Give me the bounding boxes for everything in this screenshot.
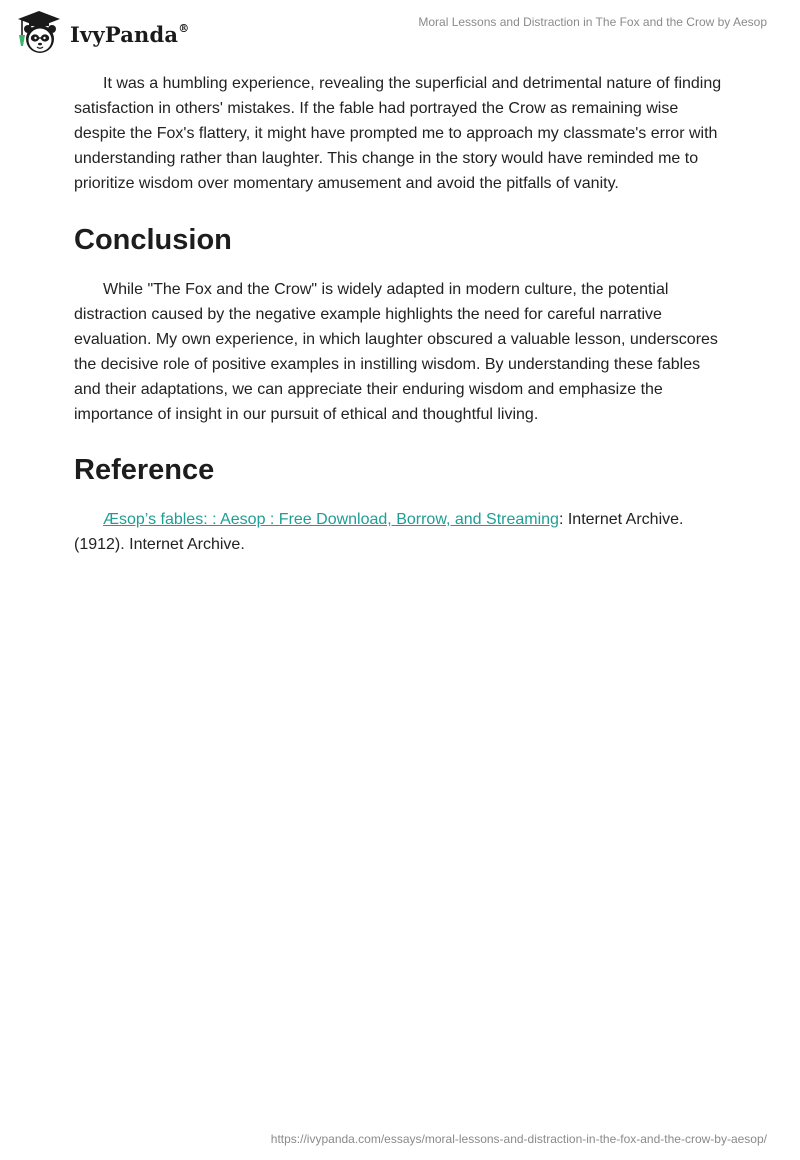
reference-entry [74,507,724,557]
page-url: https://ivypanda.com/essays/moral-lessons-and-distraction-in-the-fox-and-the-crow-by-aesop/ [270,1132,767,1146]
brand-name [70,22,189,47]
panda-graduate-logo-icon [14,8,64,58]
essay-content [74,71,724,557]
ivypanda-logo[interactable] [14,8,189,58]
registered-mark: ® [178,21,190,35]
reference-heading: Reference [74,454,215,486]
page-header [0,0,800,64]
reference-details: : Internet Archive. (1912). Internet Archive. [74,511,684,553]
reference-link[interactable]: Æsop’s fables: : Aesop : Free Download, Borrow, and Streaming [103,511,559,528]
document-title: Moral Lessons and Distraction in The Fox and the Crow by Aesop [418,15,767,29]
conclusion-paragraph: While "The Fox and the Crow" is widely adapted in modern culture, the potential distraction caused by the negative example highlights the need for careful narrative evaluation. My own experience, in which laughter obscured a valuable lesson, underscores the decisive role of positive examples in instilling wisdom. By understanding these fables and their adaptations, we can appreciate their enduring wisdom and emphasize the importance of insight in our pursuit of ethical and thoughtful living. [74,281,718,423]
brand-text: IvyPanda [70,21,179,47]
body-paragraph: It was a humbling experience, revealing the superficial and detrimental nature of finding satisfaction in others' mistakes. If the fable had portrayed the Crow as remaining wise despite the Fox's flattery, it might have prompted me to approach my classmate's error with understanding rather than laughter. This change in the story would have reminded me to prioritize wisdom over momentary amusement and avoid the pitfalls of vanity. [74,75,722,192]
conclusion-heading: Conclusion [74,224,232,256]
